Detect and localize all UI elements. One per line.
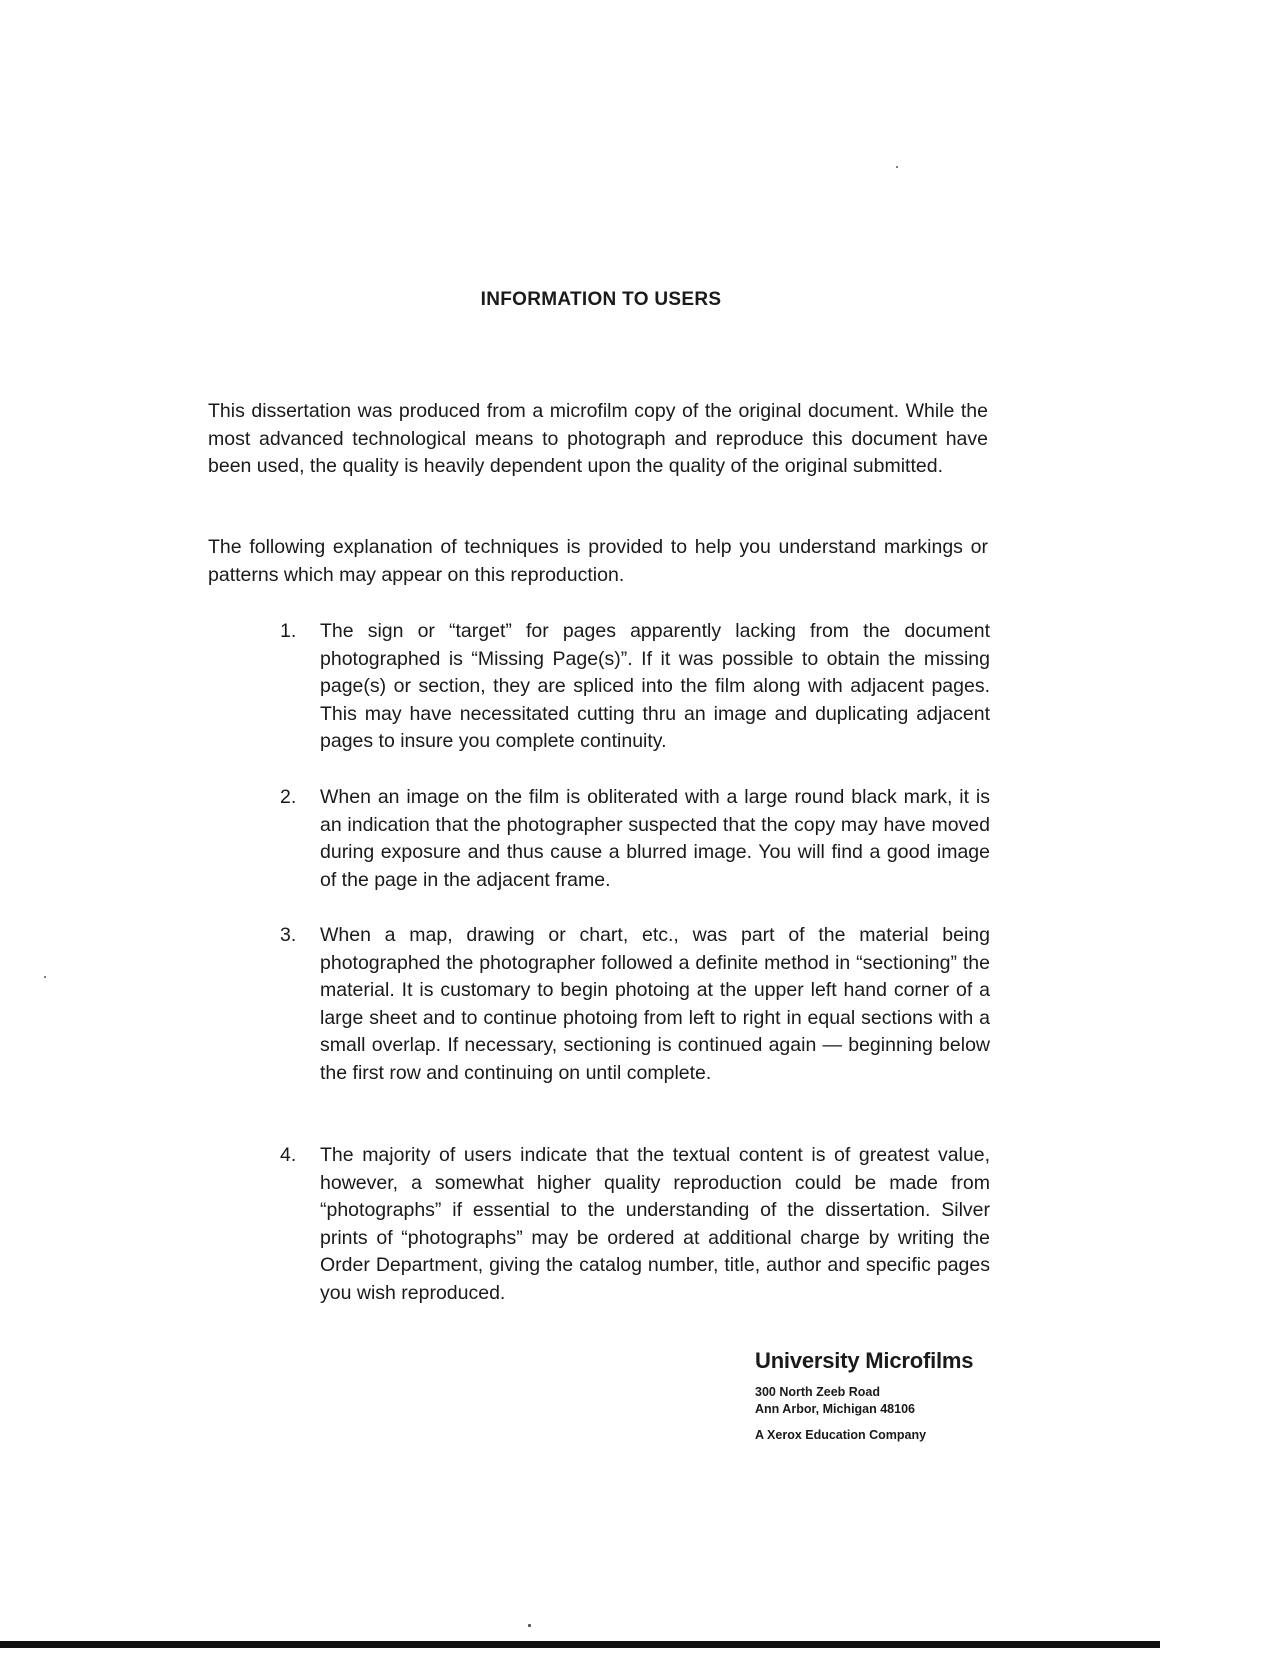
list-item-number: 3. — [280, 924, 297, 946]
list-item-text: When an image on the film is obliterated with a large round black mark, it is an indication that the photographer suspected that the copy may have moved during exposure and thus cause a blurred image. You will find a good image of the page in the adjacent frame. — [320, 786, 990, 891]
publisher-company: A Xerox Education Company — [755, 1428, 927, 1442]
publisher-name: University Microfilms — [755, 1348, 974, 1373]
list-item-text: When a map, drawing or chart, etc., was part of the material being photographed the photographer followed a definite method in “sectioning” the material. It is customary to begin photoing at the upper left hand corner of a large sheet and to continue photoing from left to right in equal sections with a small overlap. If necessary, sectioning is continued again — beginning below the first row and continuing on until complete. — [320, 924, 990, 1084]
list-item-number: 1. — [280, 620, 297, 642]
list-item-number: 2. — [280, 786, 297, 808]
scan-speck — [896, 166, 898, 168]
explanation-paragraph: The following explanation of techniques is provided to help you understand markings or patterns which may appear on this reproduction. — [208, 536, 988, 586]
publisher-block — [755, 1348, 1055, 1442]
list-item-number: 4. — [280, 1144, 297, 1166]
page-title: INFORMATION TO USERS — [480, 289, 722, 310]
scan-speck — [528, 1624, 531, 1627]
scan-speck — [44, 976, 46, 978]
film-edge-bar — [0, 1641, 1160, 1648]
intro-paragraph: This dissertation was produced from a microfilm copy of the original document. While the most advanced technological means to photograph and reproduce this document have been used, the quality is heavily dependent upon the quality of the original submitted. — [208, 400, 988, 477]
list-item-text: The sign or “target” for pages apparently lacking from the document photographed is “Missing Page(s)”. If it was possible to obtain the missing page(s) or section, they are spliced into the film along with adjacent pages. This may have necessitated cutting thru an image and duplicating adjacent pages to insure you complete continuity. — [320, 620, 990, 752]
list-item-text: The majority of users indicate that the textual content is of greatest value, however, a somewhat higher quality reproduction could be made from “photographs” if essential to the understanding of the dissertation. Silver prints of “photographs” may be ordered at additional charge by writing the Order Department, giving the catalog number, title, author and specific pages you wish reproduced. — [320, 1144, 990, 1304]
publisher-address-line2: Ann Arbor, Michigan 48106 — [755, 1402, 915, 1416]
publisher-address-line1: 300 North Zeeb Road — [755, 1385, 881, 1399]
